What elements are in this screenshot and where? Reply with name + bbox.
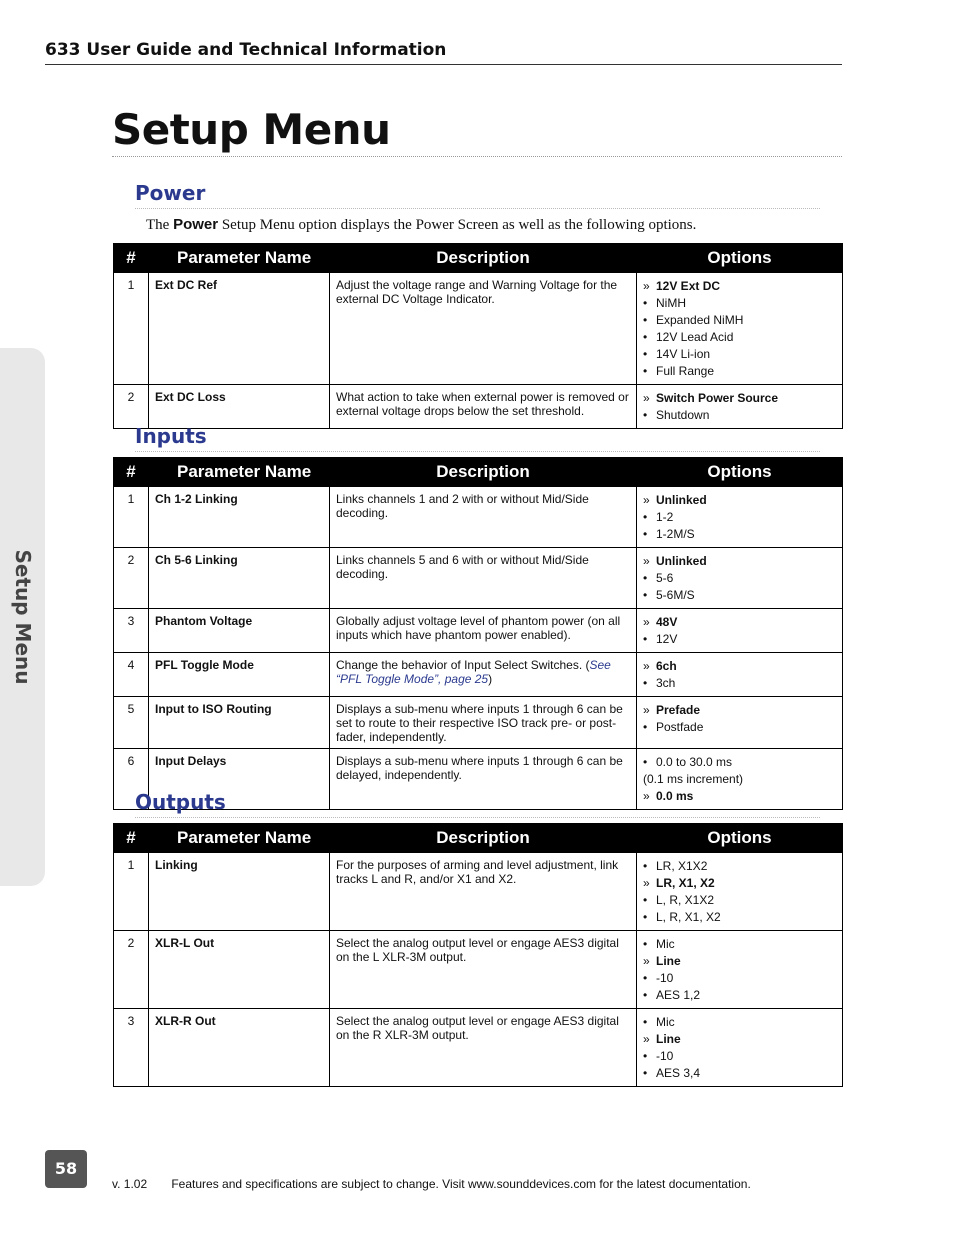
footer-note: Features and specifications are subject to change. Visit www.sounddevices.com for the latest documentation. <box>171 1177 751 1191</box>
description-text: Change the behavior of Input Select Switches. ( <box>336 658 590 672</box>
option-item <box>643 526 836 543</box>
parameter-options <box>637 609 843 653</box>
bullet-icon: • <box>643 347 648 361</box>
option-text: 1-2 <box>656 510 674 524</box>
row-number: 2 <box>114 931 149 1009</box>
option-text: Expanded NiMH <box>656 313 744 327</box>
parameter-options <box>637 931 843 1009</box>
default-marker-icon: » <box>643 279 650 293</box>
option-text: 0.0 to 30.0 ms <box>656 755 733 769</box>
option-item <box>643 771 836 788</box>
parameter-name: Input Delays <box>149 749 330 810</box>
option-item <box>643 631 836 648</box>
header-num: # <box>114 244 149 273</box>
table-row <box>114 385 843 429</box>
section-heading-power: Power <box>135 181 820 209</box>
bullet-icon: • <box>643 408 648 422</box>
bullet-icon: • <box>643 1015 648 1029</box>
table-header <box>114 458 843 487</box>
option-text: Line <box>656 1032 681 1046</box>
parameter-description <box>330 653 637 697</box>
row-number: 4 <box>114 653 149 697</box>
row-number: 1 <box>114 273 149 385</box>
row-number: 3 <box>114 1009 149 1087</box>
row-number: 6 <box>114 749 149 810</box>
option-text: Line <box>656 954 681 968</box>
bullet-icon: • <box>643 971 648 985</box>
header-options: Options <box>637 244 843 273</box>
bullet-icon: • <box>643 632 648 646</box>
power-intro <box>146 216 696 234</box>
parameter-options <box>637 697 843 749</box>
option-text: 3ch <box>656 676 676 690</box>
option-item <box>643 329 836 346</box>
parameter-description: Select the analog output level or engage AES3 digital on the L XLR-3M output. <box>330 931 637 1009</box>
parameter-description: Adjust the voltage range and Warning Voltage for the external DC Voltage Indicator. <box>330 273 637 385</box>
option-text: LR, X1, X2 <box>656 876 715 890</box>
table-row <box>114 548 843 609</box>
option-default <box>643 658 836 675</box>
footer <box>112 1177 751 1191</box>
parameter-options <box>637 548 843 609</box>
option-item <box>643 754 836 771</box>
parameter-description: Links channels 1 and 2 with or without Mid/Side decoding. <box>330 487 637 548</box>
option-text: AES 1,2 <box>656 988 701 1002</box>
option-text: 6ch <box>656 659 677 673</box>
option-item <box>643 909 836 926</box>
option-default <box>643 875 836 892</box>
bullet-icon: • <box>643 937 648 951</box>
option-text: (0.1 ms increment) <box>643 772 744 786</box>
option-text: 5-6 <box>656 571 674 585</box>
bullet-icon: • <box>643 893 648 907</box>
default-marker-icon: » <box>643 493 650 507</box>
option-text: Mic <box>656 1015 675 1029</box>
cross-reference-link[interactable]: See “PFL Toggle Mode”, page 25 <box>336 658 611 686</box>
bullet-icon: • <box>643 755 648 769</box>
default-marker-icon: » <box>643 876 650 890</box>
parameter-description: Select the analog output level or engage AES3 digital on the R XLR-3M output. <box>330 1009 637 1087</box>
option-item <box>643 858 836 875</box>
parameter-description: For the purposes of arming and level adjustment, link tracks L and R, and/or X1 and X2. <box>330 853 637 931</box>
default-marker-icon: » <box>643 789 650 803</box>
bullet-icon: • <box>643 296 648 310</box>
option-text: Mic <box>656 937 675 951</box>
default-marker-icon: » <box>643 391 650 405</box>
parameter-name: Ch 5-6 Linking <box>149 548 330 609</box>
bullet-icon: • <box>643 313 648 327</box>
section-heading-inputs: Inputs <box>135 424 820 452</box>
option-default <box>643 702 836 719</box>
option-text: Postfade <box>656 720 704 734</box>
bullet-icon: • <box>643 571 648 585</box>
bullet-icon: • <box>643 330 648 344</box>
option-text: NiMH <box>656 296 686 310</box>
default-marker-icon: » <box>643 554 650 568</box>
option-item <box>643 719 836 736</box>
table-row <box>114 1009 843 1087</box>
row-number: 1 <box>114 487 149 548</box>
default-marker-icon: » <box>643 954 650 968</box>
header-parameter-name: Parameter Name <box>149 244 330 273</box>
option-text: AES 3,4 <box>656 1066 701 1080</box>
bullet-icon: • <box>643 859 648 873</box>
default-marker-icon: » <box>643 703 650 717</box>
option-default <box>643 614 836 631</box>
option-default <box>643 553 836 570</box>
option-default <box>643 953 836 970</box>
option-text: Full Range <box>656 364 715 378</box>
table-row <box>114 653 843 697</box>
header-description: Description <box>330 824 637 853</box>
table-row <box>114 931 843 1009</box>
table-row <box>114 609 843 653</box>
description-text-end: ) <box>488 672 493 686</box>
option-text: L, R, X1X2 <box>656 893 715 907</box>
option-default <box>643 1031 836 1048</box>
option-text: Shutdown <box>656 408 710 422</box>
default-marker-icon: » <box>643 615 650 629</box>
option-text: 12V Ext DC <box>656 279 721 293</box>
parameter-name: PFL Toggle Mode <box>149 653 330 697</box>
option-item <box>643 1065 836 1082</box>
option-item <box>643 363 836 380</box>
option-item <box>643 1048 836 1065</box>
option-item <box>643 570 836 587</box>
option-item <box>643 295 836 312</box>
header-options: Options <box>637 458 843 487</box>
table-header <box>114 824 843 853</box>
option-default <box>643 390 836 407</box>
row-number: 2 <box>114 548 149 609</box>
parameter-options <box>637 487 843 548</box>
parameter-description: Globally adjust voltage level of phantom power (on all inputs which have phantom power enabled). <box>330 609 637 653</box>
option-item <box>643 407 836 424</box>
header-num: # <box>114 458 149 487</box>
default-marker-icon: » <box>643 1032 650 1046</box>
parameter-description: Displays a sub-menu where inputs 1 through 6 can be delayed, independently. <box>330 749 637 810</box>
table-row <box>114 853 843 931</box>
power-table <box>113 243 843 429</box>
table-row <box>114 487 843 548</box>
option-text: 14V Li-ion <box>656 347 711 361</box>
option-item <box>643 936 836 953</box>
option-text: 5-6M/S <box>656 588 695 602</box>
parameter-name: Ext DC Ref <box>149 273 330 385</box>
option-text: -10 <box>656 1049 674 1063</box>
bullet-icon: • <box>643 588 648 602</box>
option-item <box>643 987 836 1004</box>
bullet-icon: • <box>643 910 648 924</box>
table-row <box>114 697 843 749</box>
option-text: 48V <box>656 615 678 629</box>
table-row <box>114 273 843 385</box>
option-text: -10 <box>656 971 674 985</box>
running-header: 633 User Guide and Technical Information <box>45 40 842 65</box>
intro-keyword: Power <box>173 216 219 233</box>
default-marker-icon: » <box>643 659 650 673</box>
inputs-table <box>113 457 843 810</box>
parameter-name: Ch 1-2 Linking <box>149 487 330 548</box>
parameter-name: Ext DC Loss <box>149 385 330 429</box>
row-number: 5 <box>114 697 149 749</box>
bullet-icon: • <box>643 720 648 734</box>
header-description: Description <box>330 244 637 273</box>
header-num: # <box>114 824 149 853</box>
option-item <box>643 892 836 909</box>
page-number: 58 <box>45 1150 87 1188</box>
option-text: Unlinked <box>656 554 707 568</box>
bullet-icon: • <box>643 676 648 690</box>
option-text: Prefade <box>656 703 701 717</box>
row-number: 2 <box>114 385 149 429</box>
option-text: 0.0 ms <box>656 789 694 803</box>
option-item <box>643 509 836 526</box>
header-parameter-name: Parameter Name <box>149 824 330 853</box>
parameter-options <box>637 853 843 931</box>
bullet-icon: • <box>643 988 648 1002</box>
option-text: 12V Lead Acid <box>656 330 734 344</box>
table-header <box>114 244 843 273</box>
parameter-description: Links channels 5 and 6 with or without Mid/Side decoding. <box>330 548 637 609</box>
parameter-description: Displays a sub-menu where inputs 1 through 6 can be set to route to their respective ISO track pre- or post-fader, independently. <box>330 697 637 749</box>
option-item <box>643 346 836 363</box>
bullet-icon: • <box>643 364 648 378</box>
parameter-name: Input to ISO Routing <box>149 697 330 749</box>
option-item <box>643 1014 836 1031</box>
bullet-icon: • <box>643 510 648 524</box>
option-item <box>643 587 836 604</box>
header-options: Options <box>637 824 843 853</box>
option-default <box>643 492 836 509</box>
parameter-name: XLR-R Out <box>149 1009 330 1087</box>
option-item <box>643 675 836 692</box>
option-text: LR, X1X2 <box>656 859 708 873</box>
option-default <box>643 278 836 295</box>
parameter-options <box>637 385 843 429</box>
bullet-icon: • <box>643 527 648 541</box>
option-text: 1-2M/S <box>656 527 695 541</box>
outputs-table <box>113 823 843 1087</box>
intro-text-end: Setup Menu option displays the Power Screen as well as the following options. <box>221 217 697 233</box>
option-text: Switch Power Source <box>656 391 779 405</box>
side-tab-label: Setup Menu <box>11 549 35 685</box>
parameter-name: XLR-L Out <box>149 931 330 1009</box>
header-parameter-name: Parameter Name <box>149 458 330 487</box>
option-text: L, R, X1, X2 <box>656 910 721 924</box>
bullet-icon: • <box>643 1066 648 1080</box>
option-item <box>643 970 836 987</box>
bullet-icon: • <box>643 1049 648 1063</box>
parameter-options <box>637 273 843 385</box>
parameter-options <box>637 1009 843 1087</box>
option-text: Unlinked <box>656 493 707 507</box>
section-heading-outputs: Outputs <box>135 790 820 818</box>
option-item <box>643 312 836 329</box>
row-number: 1 <box>114 853 149 931</box>
parameter-description: What action to take when external power is removed or external voltage drops below the set threshold. <box>330 385 637 429</box>
parameter-name: Phantom Voltage <box>149 609 330 653</box>
header-description: Description <box>330 458 637 487</box>
option-text: 12V <box>656 632 678 646</box>
page-title: Setup Menu <box>112 106 842 157</box>
row-number: 3 <box>114 609 149 653</box>
parameter-name: Linking <box>149 853 330 931</box>
footer-version: v. 1.02 <box>112 1177 148 1191</box>
parameter-options <box>637 653 843 697</box>
intro-text-start: The <box>146 217 170 233</box>
